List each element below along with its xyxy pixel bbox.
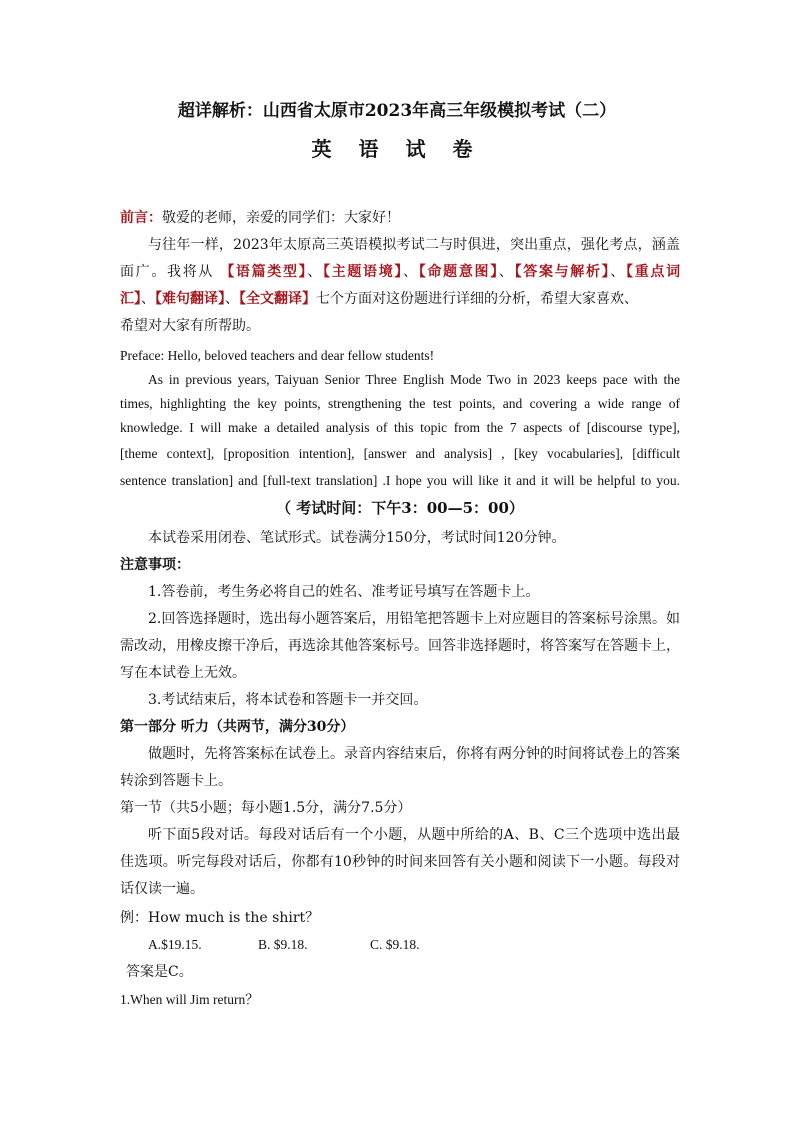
document-title: 超详解析：山西省太原市2023年高三年级模拟考试（二）	[177, 101, 617, 121]
preface-en-line3: times, highlighting the key points, strengthening the test points, and covering a wide range of	[120, 396, 680, 411]
separator: 、	[225, 291, 239, 307]
preface-en-line2: As in previous years, Taiyuan Senior Three English Mode Two in 2023 keeps pace with the	[148, 372, 680, 387]
example-option-c: C. $9.18.	[370, 937, 420, 952]
tag-full-translation: 【全文翻译】	[239, 291, 316, 307]
tag-theme-context: 【主题语境】	[323, 264, 404, 280]
tag-discourse-type: 【语篇类型】	[220, 264, 308, 280]
tag-key-vocab-part2: 汇】	[120, 291, 141, 307]
note-1: 1.答卷前，考生务必将自己的姓名、准考证号填写在答题卡上。	[148, 584, 540, 600]
tag-difficult-sentence: 【难句翻译】	[155, 291, 225, 307]
tag-key-vocab-part1: 【重点词	[626, 264, 681, 280]
preface-label: 前言：	[120, 210, 162, 226]
part1-instr-line1: 做题时，先将答案标在试卷上。录音内容结束后，你将有两分钟的时间将试卷上的答案	[148, 746, 680, 762]
preface-cn-text: 七个方面对这份题进行详细的分析，希望大家喜欢、	[316, 291, 638, 307]
preface-cn-text: 面广。我将从	[120, 264, 215, 280]
part1-instr-line2: 转涂到答题卡上。	[120, 773, 232, 789]
example-question: 例：How much is the shirt？	[120, 910, 320, 926]
separator: 、	[403, 264, 419, 280]
example-option-b: B. $9.18.	[258, 937, 308, 952]
preface-en-line4: knowledge. I will make a detailed analysis of this topic from the 7 aspects of [discourse type],	[120, 420, 680, 435]
note-2-line2: 需改动，用橡皮擦干净后，再选涂其他答案标号。回答非选择题时，将答案写在答题卡上，	[120, 638, 680, 654]
preface-greeting-line	[120, 208, 680, 228]
note-2-line1: 2.回答选择题时，选出每小题答案后，用铅笔把答题卡上对应题目的答案标号涂黑。如	[148, 611, 680, 627]
preface-cn-line3	[120, 289, 680, 309]
separator: 、	[307, 264, 324, 280]
section1-heading: 第一节（共5小题；每小题1.5分，满分7.5分）	[120, 800, 412, 816]
section1-instr-line1: 听下面5段对话。每段对话后有一个小题，从题中所给的A、B、C三个选项中选出最	[148, 827, 680, 843]
section1-instr-line3: 话仅读一遍。	[120, 881, 204, 897]
document-subtitle: 英 语 试 卷	[311, 137, 483, 161]
note-3: 3.考试结束后，将本试卷和答题卡一并交回。	[148, 692, 428, 708]
exam-intro: 本试卷采用闭卷、笔试形式。试卷满分150分，考试时间120分钟。	[148, 530, 566, 546]
preface-cn-line4: 希望对大家有所帮助。	[120, 318, 260, 334]
preface-greeting: 敬爱的老师，亲爱的同学们：大家好！	[162, 210, 400, 226]
example-answer: 答案是C。	[126, 964, 193, 980]
example-option-a: A.$19.15.	[148, 937, 202, 952]
separator: 、	[141, 291, 155, 307]
notes-heading: 注意事项：	[120, 557, 190, 573]
tag-answer-analysis: 【答案与解析】	[514, 264, 611, 280]
question-1: 1.When will Jim return？	[120, 992, 259, 1007]
preface-cn-line2	[120, 262, 680, 282]
note-2-line3: 写在本试卷上无效。	[120, 665, 246, 681]
part1-heading: 第一部分 听力（共两节，满分30分）	[120, 719, 355, 735]
preface-en-line6: sentence translation] and [full-text translation] .I hope you will like it and it will be helpful to you.	[120, 473, 680, 488]
separator: 、	[610, 264, 627, 280]
section1-instr-line2: 佳选项。听完每段对话后，你都有10秒钟的时间来回答有关小题和阅读下一小题。每段对	[120, 854, 680, 870]
exam-time: （ 考试时间：下午3：00—5：00）	[276, 499, 524, 517]
tag-proposition-intention: 【命题意图】	[418, 264, 499, 280]
preface-cn-line1: 与往年一样，2023年太原高三英语模拟考试二与时俱进，突出重点，强化考点，涵盖	[148, 237, 680, 253]
preface-en-line5: [theme context], [proposition intention], [answer and analysis] , [key vocabularies], [difficult	[120, 446, 680, 461]
separator: 、	[498, 264, 515, 280]
preface-en-line1: Preface: Hello, beloved teachers and dear fellow students!	[120, 348, 435, 363]
